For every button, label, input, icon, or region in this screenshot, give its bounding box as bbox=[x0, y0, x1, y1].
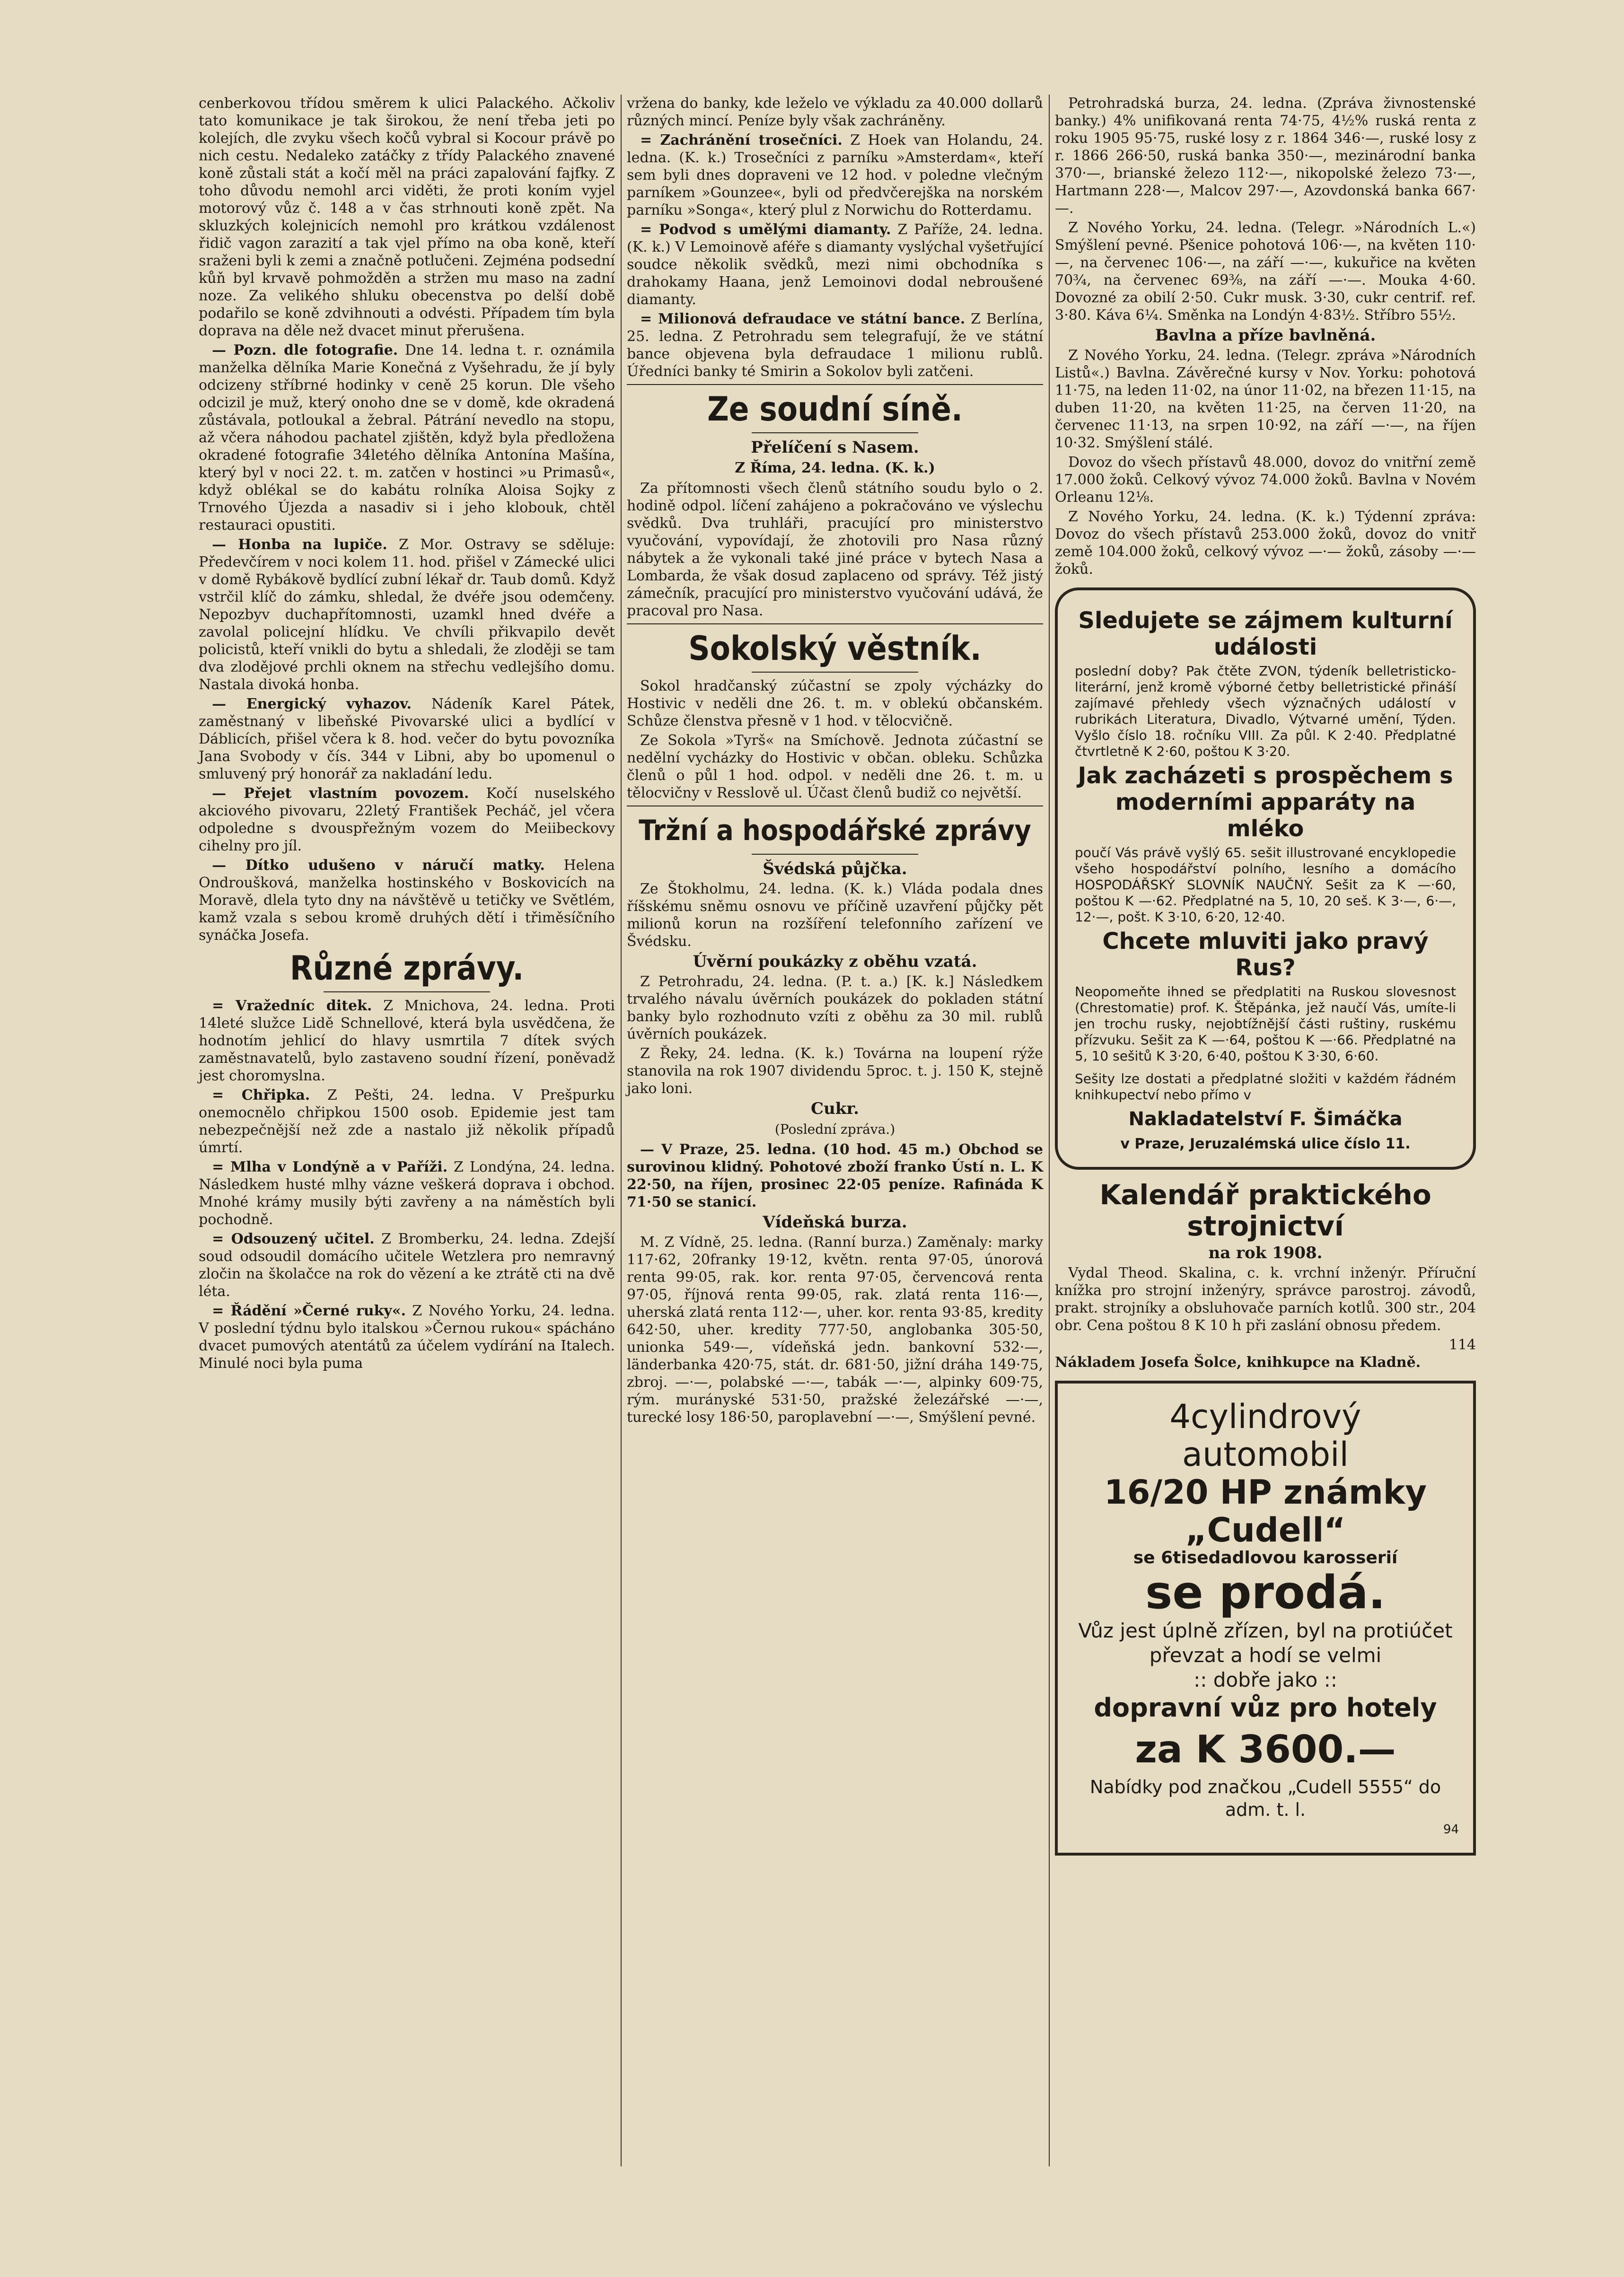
paragraph bbox=[199, 857, 615, 944]
paragraph: Z Nového Yorku, 24. ledna. (K. k.) Týdenní zpráva: Dovoz do všech přístavů 253.000 žoků, dovoz do vnitř země 104.000 žoků, celkový vývoz —·— žoků, zásoby —·— žoků. bbox=[1055, 508, 1476, 578]
column-rule bbox=[621, 95, 622, 2166]
paragraph: Ze Štokholmu, 24. ledna. (K. k.) Vláda podala dnes říšskému sněmu osnovu ve příčině uzavření půjčky pět milionů korun na rozšíření telefonního zařízení ve Švédsku. bbox=[627, 881, 1043, 950]
paragraph bbox=[199, 695, 615, 783]
subheading: Cukr. bbox=[811, 1099, 859, 1118]
paragraph bbox=[627, 310, 1043, 380]
item-heading: = Milionová defraudace ve státní bance. bbox=[640, 311, 966, 327]
ad-line: dopravní vůz pro hotely bbox=[1094, 1693, 1437, 1723]
divider bbox=[324, 991, 490, 992]
column-3 bbox=[1055, 95, 1476, 1865]
subheading: Švédská půjčka. bbox=[763, 859, 907, 878]
calendar-ad-publisher: Nákladem Josefa Šolce, knihkupce na Kladně. bbox=[1055, 1354, 1421, 1371]
paragraph bbox=[199, 1086, 615, 1156]
ad-line: za K 3600.— bbox=[1135, 1727, 1396, 1771]
ad-text: Neopomeňte ihned se předplatiti na Ruskou slovesnost (Chrestomatie) prof. K. Štěpánka, jež naučí Vás, umíte-li jen trochu rusky, nejobtížnější části ruštiny, ruskému přízvuku. Sešit za K —·64, poštou K —·66. Předplatné na 5, 10 sešitů K 3·20, 6·40, poštou K 3·30, 6·60. bbox=[1075, 984, 1456, 1064]
ad-line: se prodá. bbox=[1145, 1566, 1386, 1619]
item-text: Z Londýna, 24. ledna. Následkem husté mlhy vázne veškerá doprava i obchod. Mnohé krámy musily býti zavřeny a na náměstích byli pochodně. bbox=[199, 1159, 615, 1228]
paragraph bbox=[199, 785, 615, 855]
section-heading: Tržní a hospodářské zprávy bbox=[639, 814, 1031, 847]
paragraph: M. Z Vídně, 25. ledna. (Ranní burza.) Zaměnaly: marky 117·62, 20franky 19·12, květn. renta 97·05, únorová renta 99·05, rak. kor. renta 97·05, červencová renta 97·05, říjnová renta 99·05, rak. zlatá renta 116·—, uherská zlatá renta 112·—, uher. kor. renta 93·85, kredity 642·50, uher. kredity 777·50, anglobanka 305·50, unionka 549·—, vídeňská jedn. bankovní 532·—, länderbanka 420·75, stát. dr. 681·50, jižní dráha 149·75, zbroj. —·—, polabské —·—, tabák —·—, alpinky 609·75, rým. murányské 531·50, pražské železářské —·—, turecké losy 186·50, paroplavební —·—, Smýšlení pevné. bbox=[627, 1234, 1043, 1426]
ad-text: poslední doby? Pak čtěte ZVON, týdeník belletristicko-literární, jenž kromě výborné četby belletristické přináší zajímavé přehledy všech význačných událostí v rubrikách Literatura, Divadlo, Výtvarné umění, Týden. Vyšlo číslo 18. ročníku VIII. Za půl. K 2·40. Předplatné čtvrtletně K 2·60, poštou K 3·20. bbox=[1075, 663, 1456, 759]
paragraph: cenberkovou třídou směrem k ulici Palackého. Ačkoliv tato komunikace je tak širokou, že není třeba jeti po kolejích, dle zvyku všech kočů vybral si Kocour právě po nich cestu. Nedaleko zatáčky z třídy Palackého znavené koně zůstali stát a kočí měl na práci zapalování fajfky. Z toho důvodu nemohl arci viděti, že proti koním vyjel motorový vůz č. 148 a v čas strhnouti koně zpět. Na skluzkých kolejnicích nemohl pro krátkou vzdálenost řidič vagon zarazití a tak vjel přímo na oba koně, kteří sraženi byli k zemi a značně potlučeni. Zejména podsední kůň byl krvavě pohmožděn a stržen mu maso na zadní noze. Za velikého shluku obecenstva po delší době podařilo se koně zdvihnouti a odvésti. Případem tím byla doprava na děle než dvacet minut přerušena. bbox=[199, 95, 615, 339]
ad-address: v Praze, Jeruzalémská ulice číslo 11. bbox=[1120, 1136, 1411, 1152]
item-text: Nádeník Karel Pátek, zaměstnaný v libeňské Pivovarské ulici a bydlící v Dáblicích, přišel včera k 8. hod. večer do bytu povozníka Jana Svobody v čís. 344 v Libni, aby bo upomenul o smluvený prý honorář za nakladání ledu. bbox=[199, 696, 615, 782]
ad-text: Sešity lze dostati a předplatné složiti v každém řádném knihkupectví nebo přímo v bbox=[1075, 1071, 1456, 1103]
ad-publisher: Nakladatelství F. Šimáčka bbox=[1128, 1108, 1403, 1130]
section-heading: Ze soudní síně. bbox=[707, 390, 963, 429]
paragraph: vržena do banky, kde leželo ve výkladu za 40.000 dollarů různých mincí. Peníze byly však zachráněny. bbox=[627, 95, 1043, 129]
paragraph: — V Praze, 25. ledna. (10 hod. 45 m.) Obchod se surovinou klidný. Pohotové zboží franko Ústí n. L. K 22·50, na říjen, prosinec 22·05 peníze. Rafináda K 71·50 se stanicí. bbox=[627, 1141, 1043, 1210]
divider bbox=[627, 384, 1043, 385]
divider bbox=[627, 623, 1043, 624]
divider bbox=[752, 432, 918, 433]
divider bbox=[752, 672, 918, 673]
item-heading: = Zachránění trosečníci. bbox=[640, 132, 843, 149]
item-heading: = Chřipka. bbox=[212, 1087, 310, 1103]
ad-line: automobil bbox=[1182, 1435, 1349, 1474]
item-text: Helena Ondroušková, manželka hostinského v Boskovicích na Moravě, dlela tyto dny na návštěvě u tetičky ve Světlém, kamž vzala s sebou kromě druhých dětí i třiměsíčního synáčka Josefa. bbox=[199, 857, 615, 944]
item-heading: = Odsouzený učitel. bbox=[212, 1231, 375, 1247]
paragraph: Sokol hradčanský zúčastní se zpoly výcházky do Hostivic v neděli dne 26. t. m. v oblekú občanském. Schůze členstva přesně v 1 hod. v tělocvičně. bbox=[627, 678, 1043, 729]
item-text: Z Berlína, 25. ledna. Z Petrohradu sem telegrafují, že ve státní bance objevena byla defraudace 1 milionu rublů. Úředníci banky té Smirin a Sokolov byli zatčeni. bbox=[627, 311, 1043, 380]
item-text: Z Nového Yorku, 24. ledna. V poslední týdnu bylo italskou »Černou rukou« spácháno dvacet pumových atentátů za účelem vydírání na Italech. Minulé noci byla puma bbox=[199, 1303, 615, 1372]
item-text: Z Pešti, 24. ledna. V Prešpurku onemocnělo chřipkou 1500 osob. Epidemie jest tam nebezpečnější než zde a nastalo již několik případů úmrtí. bbox=[199, 1087, 615, 1156]
paragraph bbox=[199, 1158, 615, 1228]
subheading-note: (Poslední zpráva.) bbox=[774, 1121, 895, 1137]
column-1 bbox=[199, 95, 615, 1374]
paragraph bbox=[199, 997, 615, 1085]
item-text: Kočí nuselského akciového pivovaru, 22letý František Pecháč, jel včera odpoledne s dvouspřežným vozem do Meiibeckovy cihelny pro jíl. bbox=[199, 785, 615, 854]
item-heading: — Dítko udušeno v náručí matky. bbox=[212, 857, 545, 874]
ad-line: :: dobře jako :: bbox=[1194, 1668, 1337, 1691]
paragraph: Ze Sokola »Tyrš« na Smíchově. Jednota zúčastní se nedělní vycházky do Hostivic v občan. obleku. Schůzka členů o půl 1 hod. odpol. v neděli dne 26. t. m. u tělocvičny v Resslově ul. Účast členů budiž co největší. bbox=[627, 732, 1043, 801]
dateline: Z Říma, 24. ledna. (K. k.) bbox=[735, 460, 935, 476]
newspaper-page bbox=[199, 95, 1476, 2166]
calendar-ad-title: Kalendář praktického strojnictví bbox=[1099, 1179, 1431, 1242]
item-text: Z Mnichova, 24. ledna. Proti 14leté služce Lidě Schnellové, která byla usvědčena, že hodnotím jehlicí do hlavy usmrtila 7 dítek svých zaměstnavatelů, bylo zastaveno soudní řízení, poněvadž jest choromyslna. bbox=[199, 998, 615, 1084]
item-heading: = Vražedníc ditek. bbox=[212, 998, 372, 1014]
item-heading: — Energický vyhazov. bbox=[212, 696, 412, 712]
ad-heading: Chcete mluviti jako pravý Rus? bbox=[1102, 928, 1429, 981]
ad-line: 4cylindrový bbox=[1169, 1397, 1361, 1436]
item-text: Z Mor. Ostravy se sděluje: Předevčírem v noci kolem 11. hod. přišel v Zámecké ulici v domě Rybákově bydlící zubní lékař dr. Taub domů. Když vstrčil klíč do zámku, shledal, že dvéře jsou odemčeny. Nepozbyv duchapřítomnosti, uzamkl hned dvéře a zavolal policejní hlídku. Ve chvíli přikvapilo devět policistů, kteří vnikli do bytu a shledali, že zloději se tam dva zlodějové prchli oknem na střechu vedlejšího domu. Nastala divoká honba. bbox=[199, 536, 615, 693]
paragraph bbox=[199, 342, 615, 534]
section-heading: Sokolský věstník. bbox=[688, 629, 982, 668]
item-heading: = Řádění »Černé ruky«. bbox=[212, 1303, 406, 1319]
advertisement-cudell bbox=[1055, 1381, 1476, 1856]
subheading: Úvěrní poukázky z oběhu vzatá. bbox=[693, 952, 977, 971]
ad-line: se 6tisedadlovou karosserií bbox=[1133, 1548, 1398, 1568]
paragraph: Z Nového Yorku, 24. ledna. (Telegr. zpráva »Národních Listů«.) Bavlna. Závěrečné kursy v Nov. Yorku: pohotová 11·75, na leden 11·02, na únor 11·02, na březen 11·15, na duben 11·20, na květen 11·25, na červen 11·20, na červenec 11·13, na srpen 10·92, na září —·—, na říjen 10·32. Smýšlení stálé. bbox=[1055, 347, 1476, 451]
item-text: Dne 14. ledna t. r. oznámila manželka dělníka Marie Konečná z Vyšehradu, že jí byly odcizeny stříbrné hodinky v ceně 25 korun. Dle všeho odcizil je muž, který onoho dne se v domě, kde okradená zůstávala, potloukal a žebral. Pátrání nevedlo na stopu, až včera náhodou pachatel zjištěn, když byla předložena okradené fotografie 34letého dělníka Antonína Mašína, který byl v noci 22. t. m. zatčen v hostinci »u Primasů«, když oblékal se do kabátu rolníka Aloisa Sojky z Trnového Újezda a nasadiv si i jeho klobouk, chtěl restauraci opustiti. bbox=[199, 342, 615, 534]
item-text: Z Paříže, 24. ledna. (K. k.) V Lemoinově aféře s diamanty vyslýchal vyšetřující soudce několik svědků, mezi nimi obchodníka s drahokamy Haana, jenž Lemoinovi dodal nebroušené diamanty. bbox=[627, 221, 1043, 308]
item-text: Z Bromberku, 24. ledna. Zdejší soud odsoudil domácího učitele Wetzlera pro nemravný zločin na školačce na rok do vězení a ke ztrátě cti na dvě léta. bbox=[199, 1231, 615, 1300]
ad-line: Vůz jest úplně zřízen, byl na protiúčet převzat a hodí se velmi bbox=[1078, 1619, 1453, 1667]
item-text: Z Hoek van Holandu, 24. ledna. (K. k.) Trosečníci z parníku »Amsterdam«, kteří sem byli dnes dopraveni ve 12 hod. v poledne vlečným parníkem »Gounzee«, byli od předvčerejška na norském parníku »Songa«, který plul z Norwichu do Rotterdamu. bbox=[627, 132, 1043, 219]
ad-heading: Sledujete se zájmem kulturní události bbox=[1078, 607, 1453, 660]
paragraph bbox=[627, 131, 1043, 219]
advertisement-simacek bbox=[1055, 587, 1476, 1170]
ad-text: poučí Vás právě vyšlý 65. sešit illustrované encyklopedie všeho hospodářství polního, lesního a domácího HOSPODÁŘSKÝ SLOVNÍK NAUČNÝ. Sešit za K —·60, poštou K —·62. Předplatné na 5, 10, 20 seš. K 3·—, 6·—, 12·—, pošt. K 3·10, 6·20, 12·40. bbox=[1075, 845, 1456, 925]
paragraph: Petrohradská burza, 24. ledna. (Zpráva živnostenské banky.) 4% unifikovaná renta 74·75, 4½% ruská renta z roku 1905 95·75, ruské losy z r. 1864 346·—, ruské losy z r. 1866 266·50, ruská banka 350·—, mezinárodní banka 370·—, brianské železo 112·—, nikopolské železo 73·—, Hartmann 228·—, Malcov 297·—, Azovdonská banka 667·—. bbox=[1055, 95, 1476, 217]
ad-line: Nabídky pod značkou „Cudell 5555“ do adm. t. l. bbox=[1089, 1777, 1441, 1820]
paragraph bbox=[199, 536, 615, 693]
item-heading: = Podvod s umělými diamanty. bbox=[640, 221, 891, 238]
paragraph: Dovoz do všech přístavů 48.000, dovoz do vnitřní země 17.000 žoků. Celkový vývoz 74.000 žoků. Bavlna v Novém Orleanu 12⅛. bbox=[1055, 454, 1476, 506]
ad-number: 114 bbox=[1448, 1337, 1476, 1353]
ad-line: 16/20 HP známky „Cudell“ bbox=[1104, 1473, 1427, 1550]
subheading: Přelíčení s Nasem. bbox=[751, 438, 919, 457]
item-heading: — Pozn. dle fotografie. bbox=[212, 342, 398, 359]
item-heading: — Přejet vlastním povozem. bbox=[212, 785, 469, 802]
item-heading: = Mlha v Londýně a v Paříži. bbox=[212, 1159, 448, 1175]
subheading: Bavlna a příze bavlněná. bbox=[1155, 326, 1376, 345]
calendar-ad-text: Vydal Theod. Skalina, c. k. vrchní inženýr. Příruční knížka pro strojní inženýry, správce parostroj. závodů, prakt. strojníky a obsluhovače parních kotlů. 300 str., 204 obr. Cena poštou 8 K 10 h při zaslání obnosu předem. bbox=[1055, 1265, 1476, 1334]
paragraph: Z Nového Yorku, 24. ledna. (Telegr. »Národních L.«) Smýšlení pevné. Pšenice pohotová 106·—, na květen 110·—, na červenec 106·—, na září —·—, kukuřice na květen 70¾, na červenec 69⅜, na září —·—. Mouka 4·60. Dovozné za obilí 2·50. Cukr musk. 3·30, cukr centrif. ref. 3·80. Káva 6¼. Směnka na Londýn 4·83½. Stříbro 55½. bbox=[1055, 219, 1476, 324]
ad-number: 94 bbox=[1443, 1822, 1459, 1837]
paragraph: Z Řeky, 24. ledna. (K. k.) Továrna na loupení rýže stanovila na rok 1907 dividendu 5proc. t. j. 150 K, stejně jako loni. bbox=[627, 1045, 1043, 1097]
subheading: Vídeňská burza. bbox=[763, 1213, 907, 1232]
ad-heading: Jak zacházeti s prospěchem s moderními apparáty na mléko bbox=[1078, 762, 1453, 842]
section-heading: Různé zprávy. bbox=[290, 949, 524, 988]
column-2 bbox=[627, 95, 1043, 1428]
paragraph: Za přítomnosti všech členů státního soudu bylo o 2. hodině odpol. líčení zahájeno a pokračováno ve výslechu svědků. Dva truhláři, pracující pro ministerstvo vyučování, vypovídají, že zhotovili pro Nasa různý nábytek a že vykonali také jiné práce v bytech Nasa a Lombarda, že však dosud zaplaceno od správy. Též jistý zámečník, pracující pro ministerstvo vyučování udává, že pracoval pro Nasa. bbox=[627, 480, 1043, 619]
paragraph bbox=[199, 1230, 615, 1300]
paragraph bbox=[199, 1302, 615, 1372]
paragraph: Z Petrohradu, 24. ledna. (P. t. a.) [K. k.] Následkem trvalého návalu úvěrních poukázek do pokladen státní banky bylo rozhodnuto vzíti z oběhu za 30 mil. rublů úvěrních poukázek. bbox=[627, 973, 1043, 1042]
paragraph bbox=[627, 221, 1043, 308]
item-heading: — Honba na lupiče. bbox=[212, 536, 387, 553]
divider bbox=[752, 854, 918, 855]
calendar-ad-year: na rok 1908. bbox=[1208, 1244, 1323, 1262]
column-rule bbox=[1049, 95, 1050, 2166]
